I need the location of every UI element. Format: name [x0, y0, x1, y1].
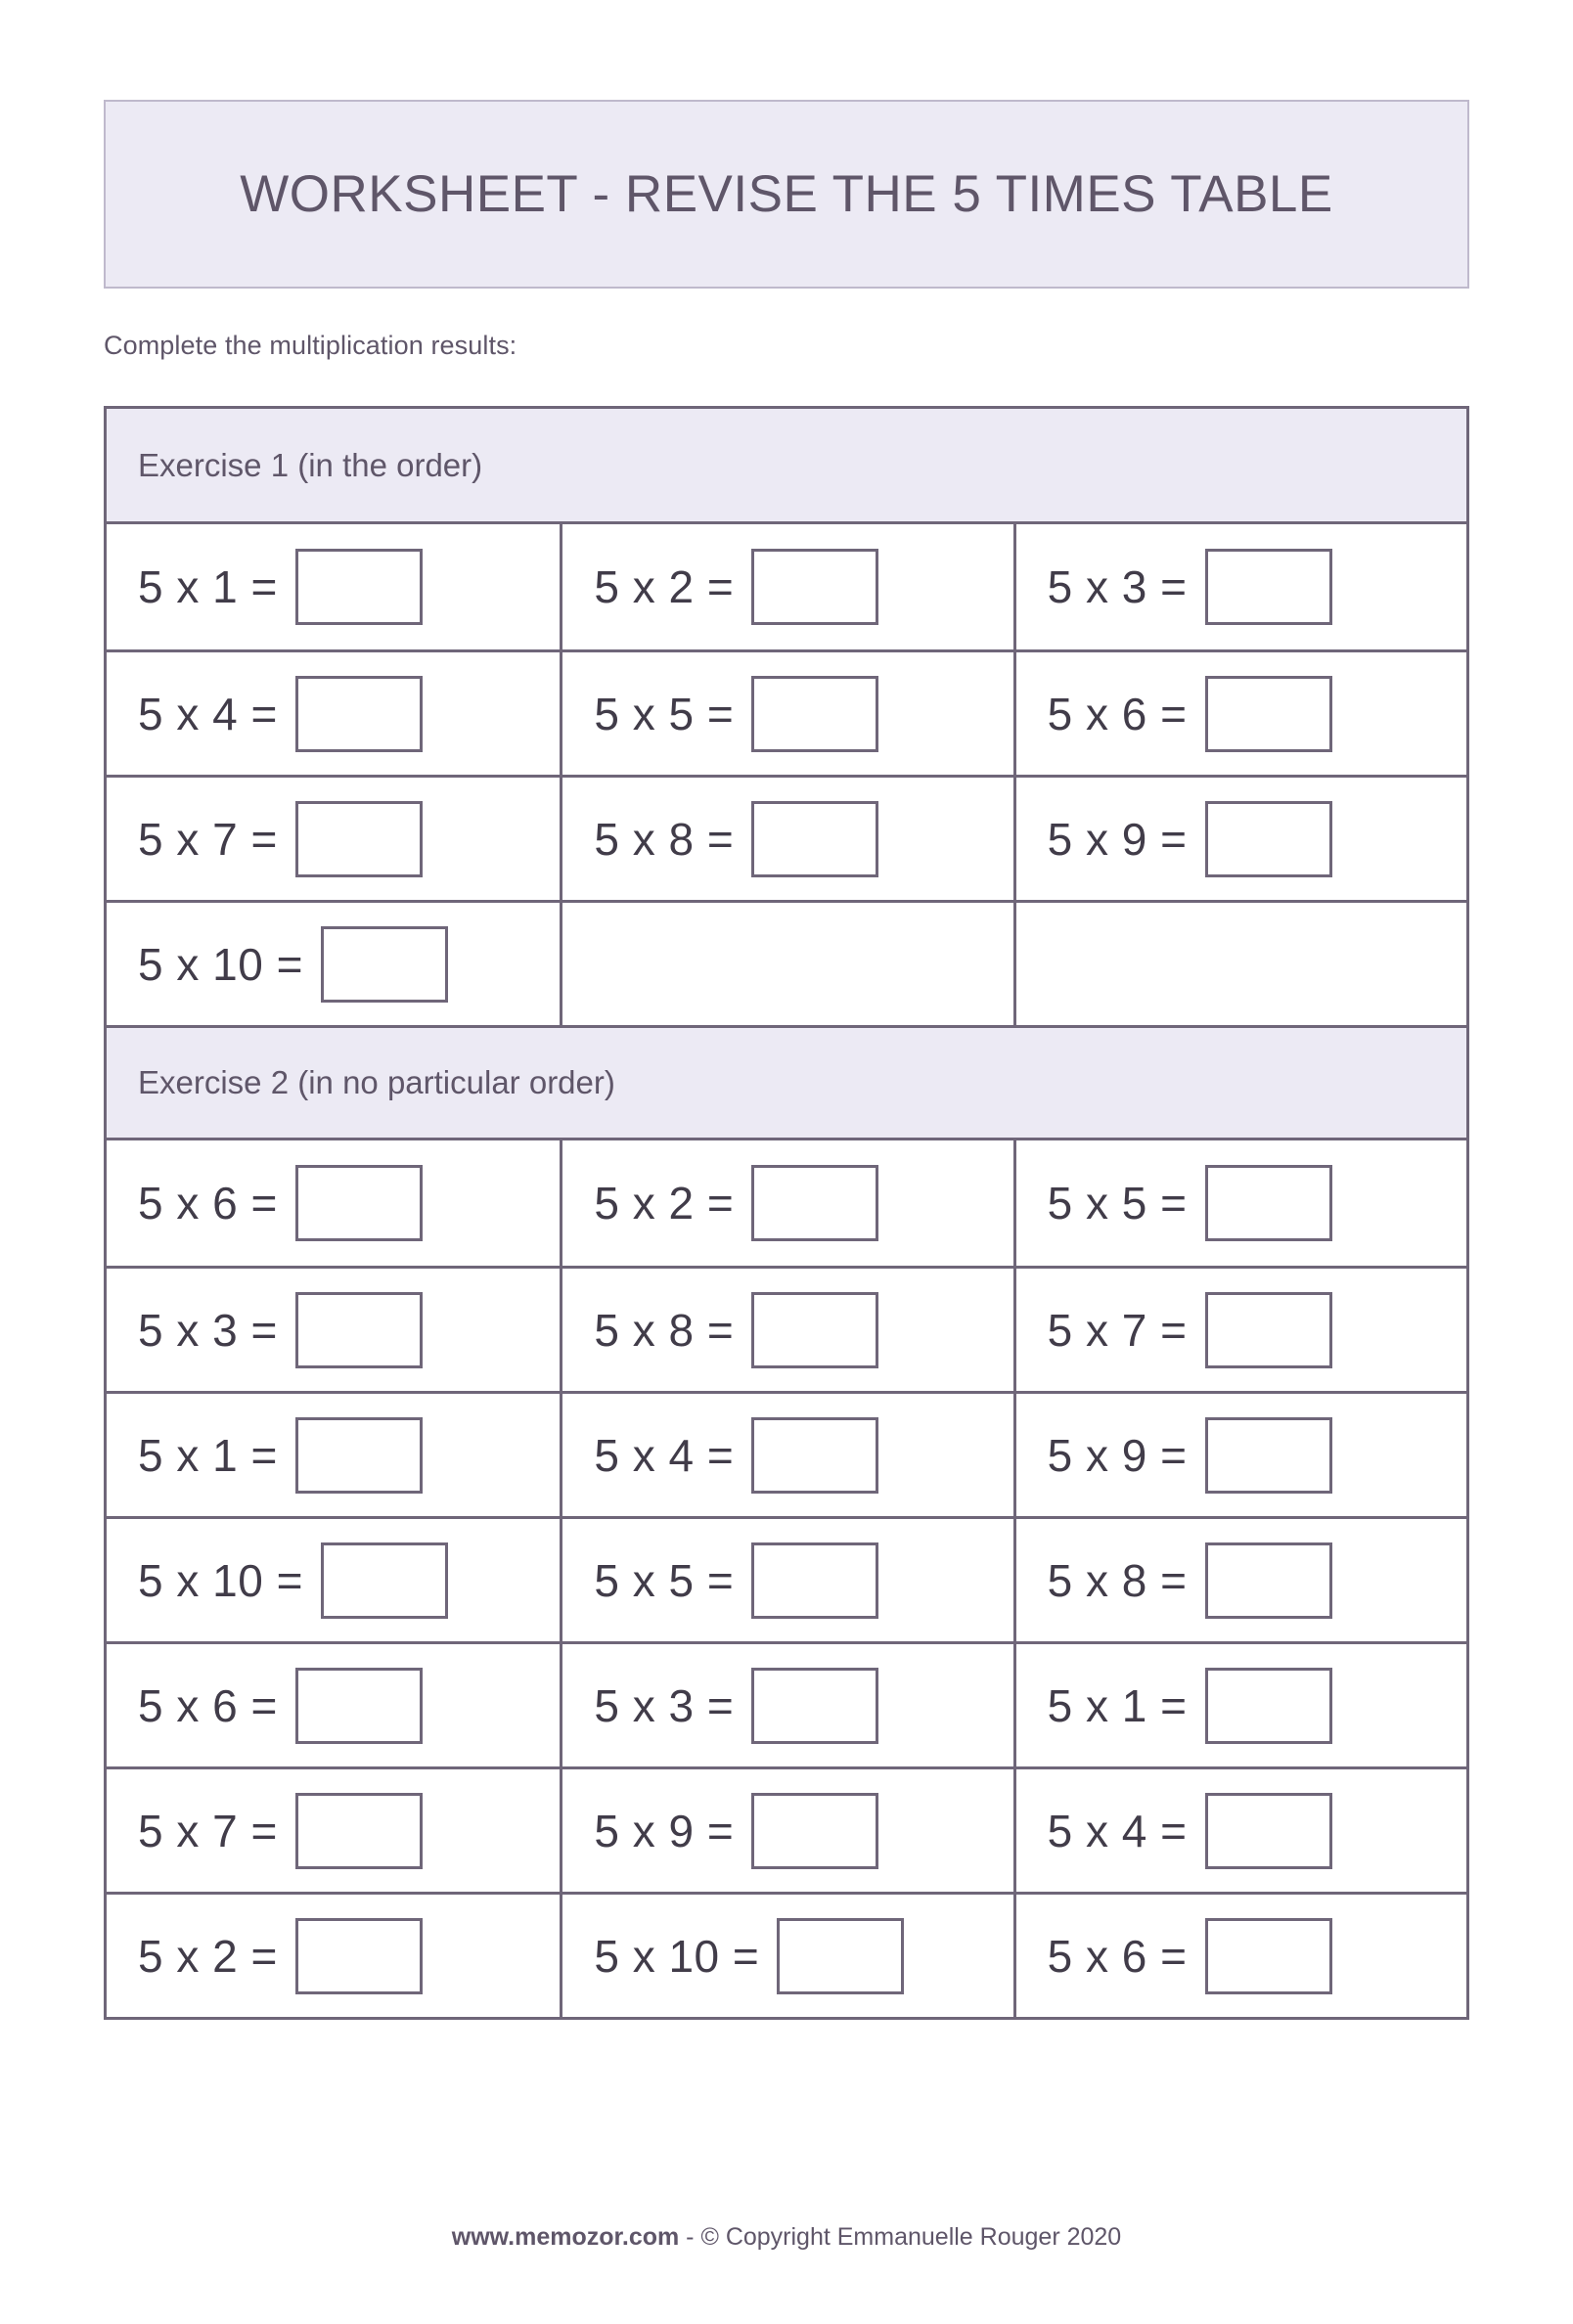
- exercise-2-header: Exercise 2 (in no particular order): [107, 1025, 1466, 1140]
- problem-cell: [560, 1769, 1012, 1892]
- problem-expression: 5 x 9 =: [594, 1805, 735, 1856]
- problem-expression: 5 x 4 =: [1047, 1805, 1188, 1856]
- answer-input[interactable]: [751, 1165, 878, 1241]
- problem-expression: 5 x 6 =: [138, 1178, 278, 1229]
- answer-input[interactable]: [751, 549, 878, 625]
- table-row: [107, 524, 1466, 649]
- problem-expression: 5 x 2 =: [594, 1178, 735, 1229]
- problem-expression: 5 x 8 =: [594, 1304, 735, 1356]
- problem-cell: [1013, 778, 1466, 900]
- problem-expression: 5 x 5 =: [1047, 1178, 1188, 1229]
- problem-cell: [107, 1394, 560, 1516]
- table-row: [107, 1892, 1466, 2017]
- problem-expression: 5 x 4 =: [138, 688, 278, 739]
- answer-input[interactable]: [751, 1542, 878, 1619]
- problem-expression: 5 x 9 =: [1047, 1429, 1188, 1481]
- problem-cell: [107, 1644, 560, 1766]
- answer-input[interactable]: [1205, 1793, 1332, 1869]
- problem-cell: [560, 1394, 1012, 1516]
- empty-cell: [560, 903, 1012, 1025]
- answer-input[interactable]: [1205, 1417, 1332, 1494]
- problem-expression: 5 x 7 =: [138, 1805, 278, 1856]
- table-row: [107, 900, 1466, 1025]
- footer-site[interactable]: www.memozor.com: [451, 2223, 680, 2251]
- title-banner: [104, 100, 1469, 289]
- answer-input[interactable]: [751, 1793, 878, 1869]
- problem-cell: [107, 1519, 560, 1641]
- answer-input[interactable]: [1205, 1668, 1332, 1744]
- table-row: [107, 775, 1466, 900]
- problem-cell: [1013, 1644, 1466, 1766]
- worksheet-table: [104, 406, 1469, 2020]
- problem-cell: [1013, 1140, 1466, 1266]
- problem-expression: 5 x 7 =: [138, 813, 278, 865]
- table-row: [107, 1391, 1466, 1516]
- problem-expression: 5 x 3 =: [594, 1679, 735, 1731]
- problem-cell: [107, 1140, 560, 1266]
- table-row: [107, 1266, 1466, 1391]
- problem-cell: [1013, 1269, 1466, 1391]
- answer-input[interactable]: [1205, 1542, 1332, 1619]
- problem-cell: [107, 524, 560, 649]
- table-row: [107, 1516, 1466, 1641]
- problem-cell: [107, 903, 560, 1025]
- problem-cell: [107, 1269, 560, 1391]
- problem-cell: [107, 652, 560, 775]
- problem-expression: 5 x 3 =: [1047, 561, 1188, 612]
- problem-cell: [107, 1895, 560, 2017]
- answer-input[interactable]: [321, 1542, 448, 1619]
- answer-input[interactable]: [295, 1793, 423, 1869]
- problem-cell: [1013, 1769, 1466, 1892]
- answer-input[interactable]: [751, 1417, 878, 1494]
- problem-cell: [560, 524, 1012, 649]
- page-title: WORKSHEET - REVISE THE 5 TIMES TABLE: [240, 165, 1333, 223]
- problem-expression: 5 x 9 =: [1047, 813, 1188, 865]
- problem-expression: 5 x 6 =: [1047, 688, 1188, 739]
- answer-input[interactable]: [1205, 1292, 1332, 1368]
- answer-input[interactable]: [1205, 549, 1332, 625]
- answer-input[interactable]: [751, 801, 878, 877]
- problem-cell: [1013, 524, 1466, 649]
- problem-cell: [560, 778, 1012, 900]
- answer-input[interactable]: [751, 1668, 878, 1744]
- answer-input[interactable]: [1205, 676, 1332, 752]
- problem-cell: [1013, 1895, 1466, 2017]
- problem-cell: [560, 1895, 1012, 2017]
- problem-cell: [560, 1140, 1012, 1266]
- table-row: [107, 1641, 1466, 1766]
- problem-expression: 5 x 5 =: [594, 1554, 735, 1606]
- problem-expression: 5 x 10 =: [594, 1930, 760, 1982]
- problem-expression: 5 x 10 =: [138, 938, 303, 990]
- answer-input[interactable]: [1205, 1918, 1332, 1994]
- problem-cell: [560, 1269, 1012, 1391]
- problem-expression: 5 x 1 =: [138, 1429, 278, 1481]
- problem-expression: 5 x 3 =: [138, 1304, 278, 1356]
- answer-input[interactable]: [321, 926, 448, 1003]
- problem-cell: [1013, 1394, 1466, 1516]
- problem-cell: [107, 778, 560, 900]
- footer: [0, 2223, 1573, 2252]
- table-row: [107, 1140, 1466, 1266]
- problem-expression: 5 x 2 =: [594, 561, 735, 612]
- footer-copyright: - © Copyright Emmanuelle Rouger 2020: [679, 2223, 1122, 2251]
- problem-expression: 5 x 1 =: [1047, 1679, 1188, 1731]
- problem-expression: 5 x 1 =: [138, 561, 278, 612]
- problem-expression: 5 x 2 =: [138, 1930, 278, 1982]
- answer-input[interactable]: [751, 676, 878, 752]
- answer-input[interactable]: [1205, 1165, 1332, 1241]
- answer-input[interactable]: [295, 1918, 423, 1994]
- answer-input[interactable]: [777, 1918, 904, 1994]
- problem-expression: 5 x 4 =: [594, 1429, 735, 1481]
- table-row: [107, 1766, 1466, 1892]
- answer-input[interactable]: [295, 676, 423, 752]
- empty-cell: [1013, 903, 1466, 1025]
- instruction-text: Complete the multiplication results:: [104, 331, 517, 360]
- answer-input[interactable]: [295, 1292, 423, 1368]
- problem-cell: [560, 652, 1012, 775]
- answer-input[interactable]: [295, 801, 423, 877]
- problem-cell: [560, 1644, 1012, 1766]
- answer-input[interactable]: [1205, 801, 1332, 877]
- problem-expression: 5 x 8 =: [1047, 1554, 1188, 1606]
- problem-cell: [560, 1519, 1012, 1641]
- table-row: [107, 649, 1466, 775]
- problem-cell: [1013, 652, 1466, 775]
- problem-cell: [1013, 1519, 1466, 1641]
- answer-input[interactable]: [295, 1417, 423, 1494]
- answer-input[interactable]: [295, 1668, 423, 1744]
- answer-input[interactable]: [295, 1165, 423, 1241]
- problem-cell: [107, 1769, 560, 1892]
- problem-expression: 5 x 8 =: [594, 813, 735, 865]
- worksheet-page: [0, 100, 1573, 2324]
- exercise-1-header: Exercise 1 (in the order): [107, 409, 1466, 524]
- problem-expression: 5 x 6 =: [1047, 1930, 1188, 1982]
- problem-expression: 5 x 6 =: [138, 1679, 278, 1731]
- answer-input[interactable]: [295, 549, 423, 625]
- problem-expression: 5 x 10 =: [138, 1554, 303, 1606]
- answer-input[interactable]: [751, 1292, 878, 1368]
- problem-expression: 5 x 5 =: [594, 688, 735, 739]
- problem-expression: 5 x 7 =: [1047, 1304, 1188, 1356]
